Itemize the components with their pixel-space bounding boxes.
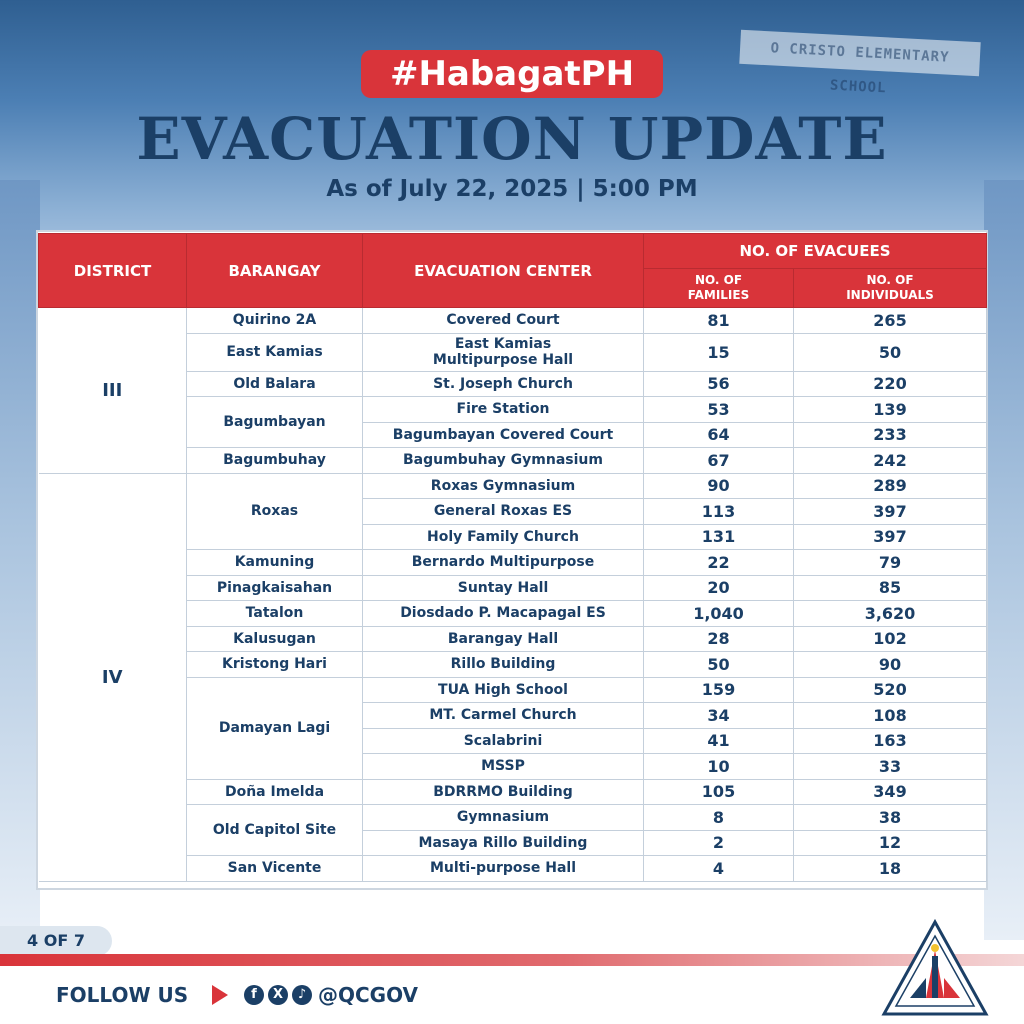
families-cell: 8 — [644, 805, 794, 831]
center-cell: Holy Family Church — [363, 524, 644, 550]
individuals-cell: 3,620 — [794, 601, 987, 627]
page-title: EVACUATION UPDATE — [136, 105, 888, 173]
families-cell: 53 — [644, 397, 794, 423]
individuals-cell: 79 — [794, 550, 987, 576]
social-handle[interactable]: @QCGOV — [318, 983, 419, 1007]
center-cell: St. Joseph Church — [363, 371, 644, 397]
header-barangay: BARANGAY — [187, 234, 363, 308]
barangay-cell: Bagumbuhay — [187, 448, 363, 474]
header-families — [644, 269, 794, 308]
background-school-sign: O CRISTO ELEMENTARY SCHOOL — [739, 30, 980, 77]
table-row — [39, 308, 987, 334]
background-left — [0, 180, 40, 940]
barangay-cell: Old Capitol Site — [187, 805, 363, 856]
families-cell: 4 — [644, 856, 794, 882]
individuals-cell: 18 — [794, 856, 987, 882]
individuals-cell: 233 — [794, 422, 987, 448]
barangay-cell: Bagumbayan — [187, 397, 363, 448]
facebook-icon[interactable]: f — [244, 985, 264, 1005]
district-cell: III — [39, 308, 187, 474]
individuals-cell: 520 — [794, 677, 987, 703]
families-cell: 159 — [644, 677, 794, 703]
background-right — [984, 180, 1024, 940]
tiktok-icon[interactable]: ♪ — [292, 985, 312, 1005]
families-cell: 10 — [644, 754, 794, 780]
hashtag-badge: #HabagatPH — [361, 50, 663, 98]
families-cell: 28 — [644, 626, 794, 652]
individuals-cell: 349 — [794, 779, 987, 805]
individuals-cell: 85 — [794, 575, 987, 601]
header-district: DISTRICT — [39, 234, 187, 308]
footer-accent-bar — [0, 954, 1024, 966]
barangay-cell: Old Balara — [187, 371, 363, 397]
barangay-cell: Kristong Hari — [187, 652, 363, 678]
families-cell: 50 — [644, 652, 794, 678]
center-cell: General Roxas ES — [363, 499, 644, 525]
header-families-line2: FAMILIES — [687, 288, 750, 302]
families-cell: 131 — [644, 524, 794, 550]
center-cell: BDRRMO Building — [363, 779, 644, 805]
barangay-cell: Kalusugan — [187, 626, 363, 652]
center-cell: Bagumbayan Covered Court — [363, 422, 644, 448]
page-indicator: 4 OF 7 — [0, 926, 112, 956]
individuals-cell: 397 — [794, 499, 987, 525]
center-cell: MT. Carmel Church — [363, 703, 644, 729]
families-cell: 113 — [644, 499, 794, 525]
center-cell-line1: East Kamias — [454, 336, 552, 352]
families-cell: 56 — [644, 371, 794, 397]
follow-us-label: FOLLOW US — [56, 983, 189, 1007]
district-cell: IV — [39, 473, 187, 881]
center-cell: Scalabrini — [363, 728, 644, 754]
families-cell: 34 — [644, 703, 794, 729]
individuals-cell: 38 — [794, 805, 987, 831]
families-cell: 67 — [644, 448, 794, 474]
table-row — [39, 473, 987, 499]
individuals-cell: 265 — [794, 308, 987, 334]
center-cell: MSSP — [363, 754, 644, 780]
center-cell — [363, 333, 644, 371]
center-cell: TUA High School — [363, 677, 644, 703]
individuals-cell: 12 — [794, 830, 987, 856]
center-cell-line2: Multipurpose Hall — [432, 352, 574, 368]
quezon-city-seal — [880, 918, 990, 1018]
barangay-cell: San Vicente — [187, 856, 363, 882]
header-no-of-evacuees: NO. OF EVACUEES — [644, 234, 987, 269]
x-icon[interactable]: X — [268, 985, 288, 1005]
header-individuals-line1: NO. OF — [866, 273, 914, 287]
center-cell: Bernardo Multipurpose — [363, 550, 644, 576]
individuals-cell: 397 — [794, 524, 987, 550]
header-evacuation-center: EVACUATION CENTER — [363, 234, 644, 308]
center-cell: Multi-purpose Hall — [363, 856, 644, 882]
families-cell: 22 — [644, 550, 794, 576]
barangay-cell: Damayan Lagi — [187, 677, 363, 779]
individuals-cell: 139 — [794, 397, 987, 423]
families-cell: 64 — [644, 422, 794, 448]
center-cell: Barangay Hall — [363, 626, 644, 652]
barangay-cell: Tatalon — [187, 601, 363, 627]
center-cell: Masaya Rillo Building — [363, 830, 644, 856]
individuals-cell: 90 — [794, 652, 987, 678]
center-cell: Roxas Gymnasium — [363, 473, 644, 499]
center-cell: Bagumbuhay Gymnasium — [363, 448, 644, 474]
individuals-cell: 102 — [794, 626, 987, 652]
barangay-cell: Kamuning — [187, 550, 363, 576]
barangay-cell: East Kamias — [187, 333, 363, 371]
families-cell: 81 — [644, 308, 794, 334]
individuals-cell: 108 — [794, 703, 987, 729]
individuals-cell: 242 — [794, 448, 987, 474]
center-cell: Suntay Hall — [363, 575, 644, 601]
individuals-cell: 163 — [794, 728, 987, 754]
header-individuals-line2: INDIVIDUALS — [846, 288, 934, 302]
barangay-cell: Pinagkaisahan — [187, 575, 363, 601]
families-cell: 1,040 — [644, 601, 794, 627]
barangay-cell: Doña Imelda — [187, 779, 363, 805]
page-subtitle: As of July 22, 2025 | 5:00 PM — [326, 176, 698, 202]
families-cell: 2 — [644, 830, 794, 856]
evacuation-table — [38, 233, 987, 882]
individuals-cell: 50 — [794, 333, 987, 371]
families-cell: 15 — [644, 333, 794, 371]
families-cell: 105 — [644, 779, 794, 805]
families-cell: 41 — [644, 728, 794, 754]
individuals-cell: 33 — [794, 754, 987, 780]
barangay-cell: Quirino 2A — [187, 308, 363, 334]
barangay-cell: Roxas — [187, 473, 363, 550]
header-families-line1: NO. OF — [694, 273, 743, 287]
center-cell: Rillo Building — [363, 652, 644, 678]
center-cell: Covered Court — [363, 308, 644, 334]
arrow-right-icon — [212, 985, 228, 1005]
individuals-cell: 220 — [794, 371, 987, 397]
center-cell: Fire Station — [363, 397, 644, 423]
individuals-cell: 289 — [794, 473, 987, 499]
families-cell: 90 — [644, 473, 794, 499]
families-cell: 20 — [644, 575, 794, 601]
header-individuals — [794, 269, 987, 308]
center-cell: Gymnasium — [363, 805, 644, 831]
center-cell: Diosdado P. Macapagal ES — [363, 601, 644, 627]
